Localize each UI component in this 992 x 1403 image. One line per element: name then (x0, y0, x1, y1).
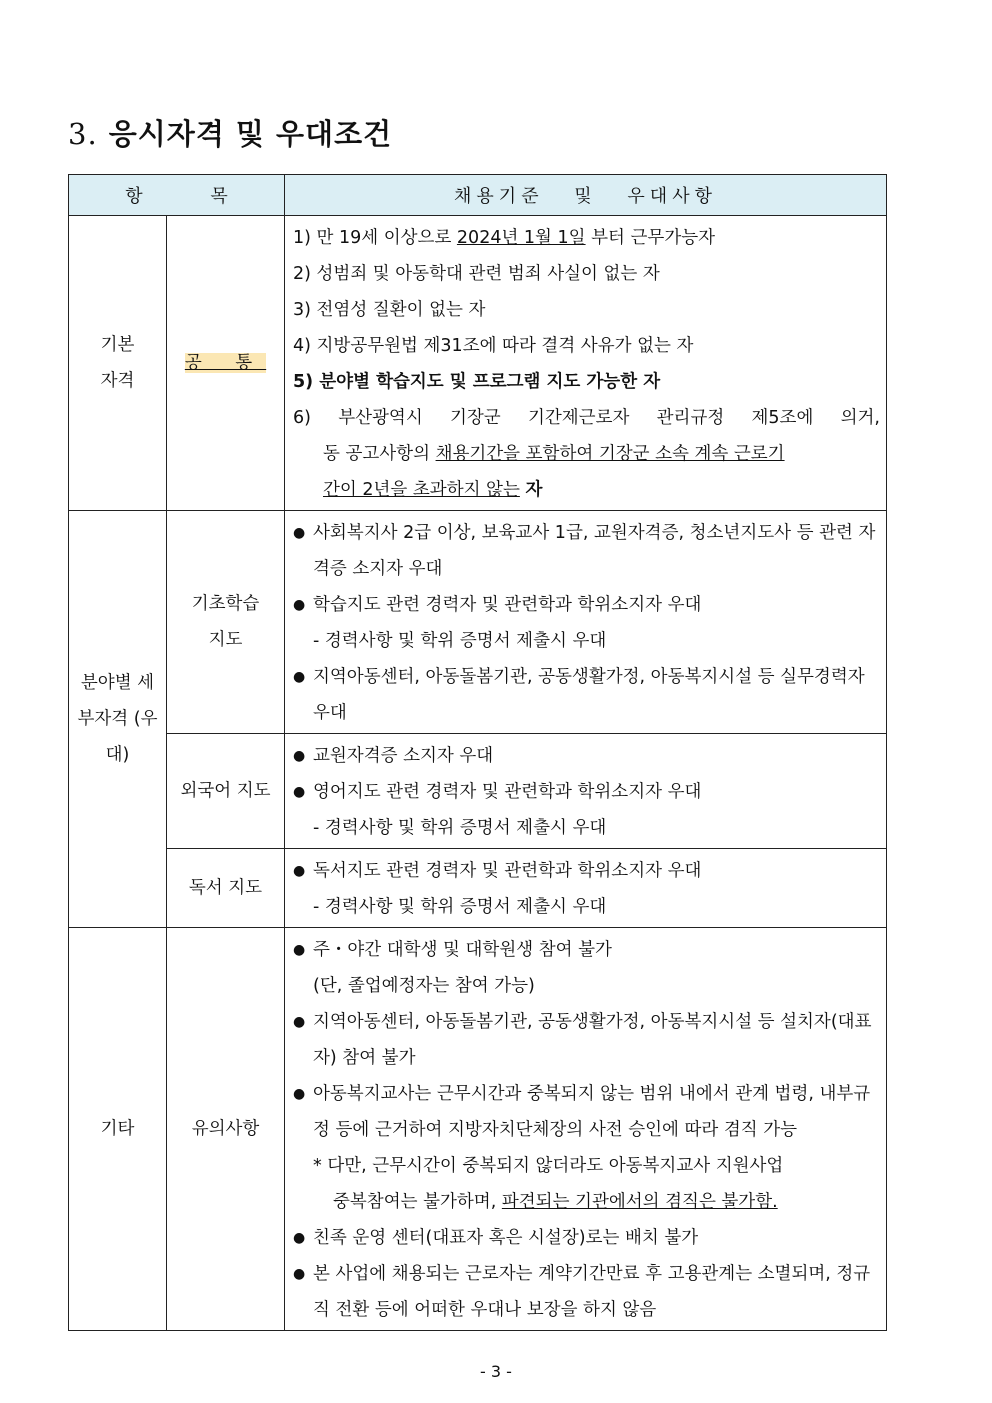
list-item-cont: 간이 2년을 초과하지 않는 자 (323, 480, 543, 500)
list-item: 6) 부산광역시 기장군 기간제근로자 관리규정 제5조에 의거, (293, 408, 880, 428)
list-item-cont: 동 공고사항의 채용기간을 포함하여 기장군 소속 계속 근로기 (323, 444, 785, 464)
basic-criteria (285, 216, 887, 511)
notes-criteria (285, 928, 887, 1331)
category-field: 분야별 세부자격 (우대) (69, 511, 167, 928)
subcategory-reading: 독서 지도 (167, 849, 285, 928)
list-item: 4) 지방공무원법 제31조에 따라 결격 사유가 없는 자 (293, 336, 694, 356)
list-item: ● 영어지도 관련 경력자 및 관련학과 학위소지자 우대 (293, 774, 880, 810)
qualification-table (68, 174, 887, 1331)
reading-criteria (285, 849, 887, 928)
foreign-criteria (285, 734, 887, 849)
table-row (69, 216, 887, 511)
note-line: 중복참여는 불가하며, 파견되는 기관에서의 겸직은 불가함. (333, 1192, 778, 1212)
table-row (69, 511, 887, 734)
section-title-text: 응시자격 및 우대조건 (108, 117, 393, 151)
header-item: 항 목 (69, 175, 285, 216)
bullet-icon: ● (293, 669, 306, 685)
list-item: ● 지역아동센터, 아동돌봄기관, 공동생활가정, 아동복지시설 등 설치자(대표자) 참여 불가 (293, 1004, 880, 1076)
list-item: ● 주・야간 대학생 및 대학원생 참여 불가 (293, 932, 880, 968)
table-header-row (69, 175, 887, 216)
bullet-icon: ● (293, 748, 306, 764)
list-item: ● 지역아동센터, 아동돌봄기관, 공동생활가정, 아동복지시설 등 실무경력자 우대 (293, 659, 880, 731)
bullet-icon: ● (293, 942, 306, 958)
subcategory-learning: 기초학습 지도 (167, 511, 285, 734)
bullet-icon: ● (293, 784, 306, 800)
list-item: ● 아동복지교사는 근무시간과 중복되지 않는 범위 내에서 관계 법령, 내부규정 등에 근거하여 지방자치단체장의 사전 승인에 따라 겸직 가능 (293, 1076, 880, 1148)
list-item: ● 학습지도 관련 경력자 및 관련학과 학위소지자 우대 (293, 587, 880, 623)
bullet-icon: ● (293, 1266, 306, 1282)
table-row (69, 734, 887, 849)
list-item: 1) 만 19세 이상으로 2024년 1월 1일 부터 근무가능자 (293, 228, 716, 248)
bullet-icon: ● (293, 597, 306, 613)
section-number: 3. (68, 117, 98, 151)
subcategory-common: 공 통 (167, 216, 285, 511)
page-number: - 3 - (480, 1362, 512, 1381)
table-row (69, 928, 887, 1331)
learning-criteria (285, 511, 887, 734)
list-item: ● 독서지도 관련 경력자 및 관련학과 학위소지자 우대 (293, 853, 880, 889)
section-title (68, 112, 392, 153)
bullet-icon: ● (293, 525, 306, 541)
list-item: ● 교원자격증 소지자 우대 (293, 738, 880, 774)
subcategory-foreign: 외국어 지도 (167, 734, 285, 849)
bullet-icon: ● (293, 1014, 306, 1030)
list-item: 2) 성범죄 및 아동학대 관련 범죄 사실이 없는 자 (293, 264, 660, 284)
list-subitem: - 경력사항 및 학위 증명서 제출시 우대 (313, 897, 607, 917)
list-item: 3) 전염성 질환이 없는 자 (293, 300, 486, 320)
list-subitem: (단, 졸업예정자는 참여 가능) (313, 976, 535, 996)
list-subitem: - 경력사항 및 학위 증명서 제출시 우대 (313, 631, 607, 651)
list-item: ● 사회복지사 2급 이상, 보육교사 1급, 교원자격증, 청소년지도사 등 관련 자격증 소지자 우대 (293, 515, 880, 587)
list-item: ● 본 사업에 채용되는 근로자는 계약기간만료 후 고용관계는 소멸되며, 정규직 전환 등에 어떠한 우대나 보장을 하지 않음 (293, 1256, 880, 1328)
bullet-icon: ● (293, 1086, 306, 1102)
category-basic: 기본 자격 (69, 216, 167, 511)
bullet-icon: ● (293, 1230, 306, 1246)
list-subitem: - 경력사항 및 학위 증명서 제출시 우대 (313, 818, 607, 838)
header-criteria: 채용기준 및 우대사항 (285, 175, 887, 216)
bullet-icon: ● (293, 863, 306, 879)
list-item: ● 친족 운영 센터(대표자 혹은 시설장)로는 배치 불가 (293, 1220, 880, 1256)
category-etc: 기타 (69, 928, 167, 1331)
note-line: * 다만, 근무시간이 중복되지 않더라도 아동복지교사 지원사업 (313, 1156, 784, 1176)
table-row (69, 849, 887, 928)
list-item: 5) 분야별 학습지도 및 프로그램 지도 가능한 자 (293, 372, 661, 392)
subcategory-notes: 유의사항 (167, 928, 285, 1331)
